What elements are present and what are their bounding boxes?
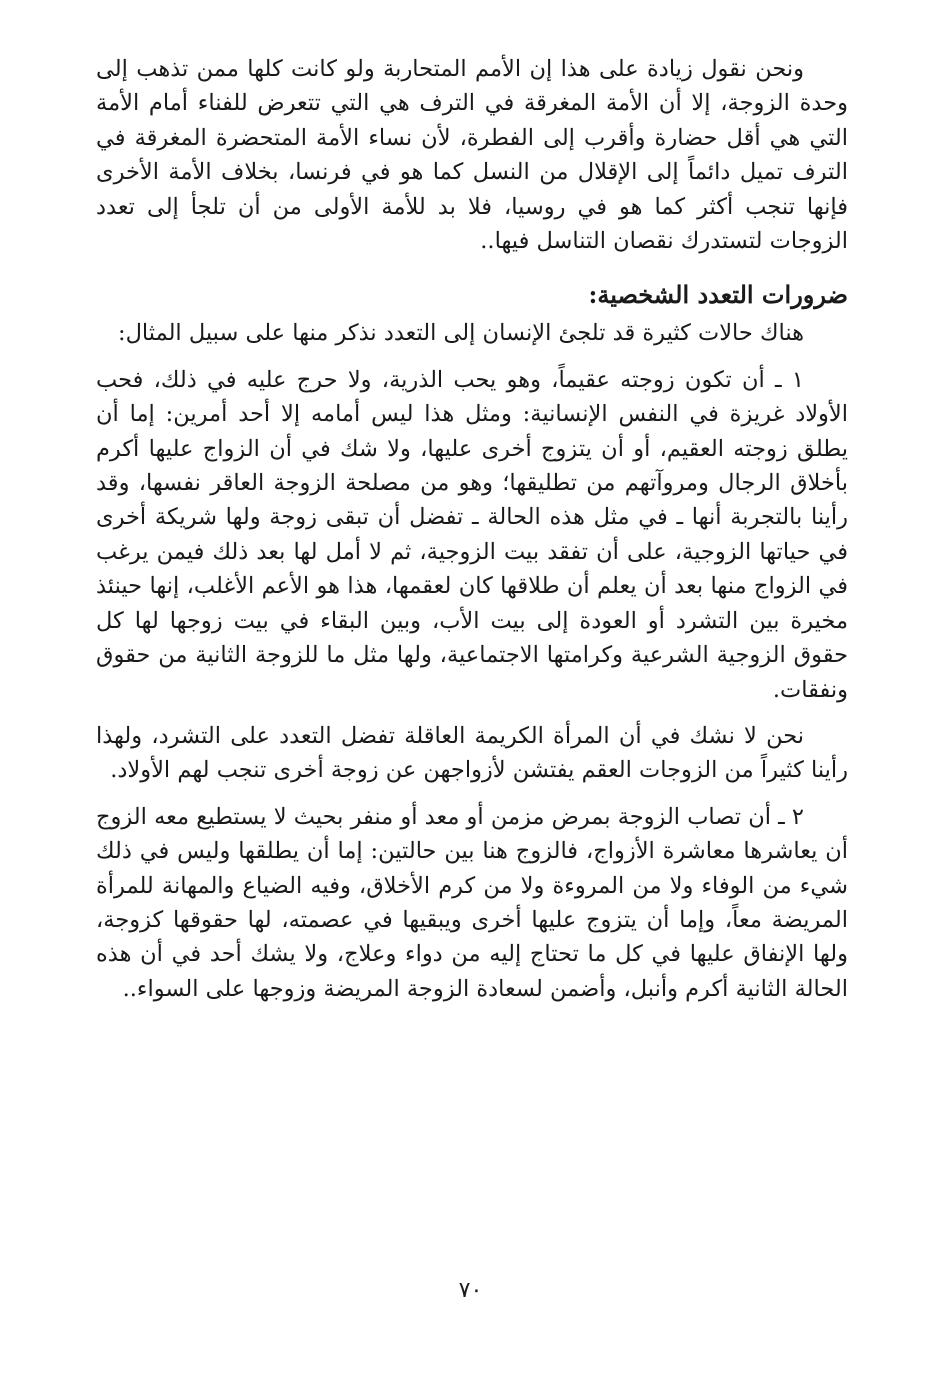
page-number: ٧٠ [458,1278,483,1303]
paragraph-noble-woman: نحن لا نشك في أن المرأة الكريمة العاقلة تفضل التعدد على التشرد، ولهذا رأينا كثيراً من الزوجات العقم يفتشن لأزواجهن عن زوجة أخرى تنجب لهم الأولاد. [96,722,848,784]
paragraph-case-1-barren-wife: ١ ـ أن تكون زوجته عقيماً، وهو يحب الذرية، ولا حرج عليه في ذلك، فحب الأولاد غريزة في النفس الإنسانية: ومثل هذا ليس أمامه إلا أحد أمرين: إما أن يطلق زوجته العقيم، أو أن يتزوج أخرى عليها، ولا شك في أن الزواج عليها أكرم بأخلاق الرجال ومروآتهم من تطليقها؛ وهو من مصلحة الزوجة العاقر نفسها، وقد رأينا بالتجربة أنها ـ في مثل هذه الحالة ـ تفضل أن تبقى زوجة ولها شريكة أخرى في حياتها الزوجية، على أن تفقد بيت الزوجية، ثم لا أمل لها بعد ذلك فيمن يرغب في الزواج منها بعد أن يعلم أن طلاقها كان لعقمها، هذا هو الأعم الأغلب، إنها حينئذ مخيرة بين التشرد أو العودة إلى بيت الأب، وبين البقاء في بيت زوجها لها كل حقوق الزوجية الشرعية وكرامتها الاجتماعية، ولها مثل ما للزوجة الثانية من حقوق ونفقات. [96,366,848,703]
paragraph-intro: هناك حالات كثيرة قد تلجئ الإنسان إلى التعدد نذكر منها على سبيل المثال: [118,320,804,347]
paragraph-warring-nations: ونحن نقول زيادة على هذا إن الأمم المتحاربة ولو كانت كلها ممن تذهب إلى وحدة الزوجة، إلا أن الأمة المغرقة في الترف هي التي تتعرض للفناء أمام الأمة التي هي أقل حضارة وأقرب إلى الفطرة، لأن نساء الأمة المتحضرة المغرقة في الترف تميل دائماً إلى الإقلال من النسل كما هو في فرنسا، بخلاف الأمة الأخرى فإنها تنجب أكثر كما هو في روسيا، فلا بد للأمة الأولى من أن تلجأ إلى تعدد الزوجات لتستدرك نقصان التناسل فيها.. [96,56,848,255]
section-heading: ضرورات التعدد الشخصية: [588,280,848,310]
text-column [96,52,848,1006]
paragraph-case-2-sick-wife: ٢ ـ أن تصاب الزوجة بمرض مزمن أو معد أو منفر بحيث لا يستطيع معه الزوج أن يعاشرها معاشرة الأزواج، فالزوج هنا بين حالتين: إما أن يطلقها وليس في ذلك شيء من الوفاء ولا من المروءة ولا من كرم الأخلاق، وفيه الضياع والمهانة للمرأة المريضة معاً، وإما أن يتزوج عليها أخرى ويبقيها في عصمته، لها حقوقها كزوجة، ولها الإنفاق عليها في كل ما تحتاج إليه من دواء وعلاج، ولا يشك أحد في أن هذه الحالة الثانية أكرم وأنبل، وأضمن لسعادة الزوجة المريضة وزوجها على السواء.. [96,803,849,1002]
